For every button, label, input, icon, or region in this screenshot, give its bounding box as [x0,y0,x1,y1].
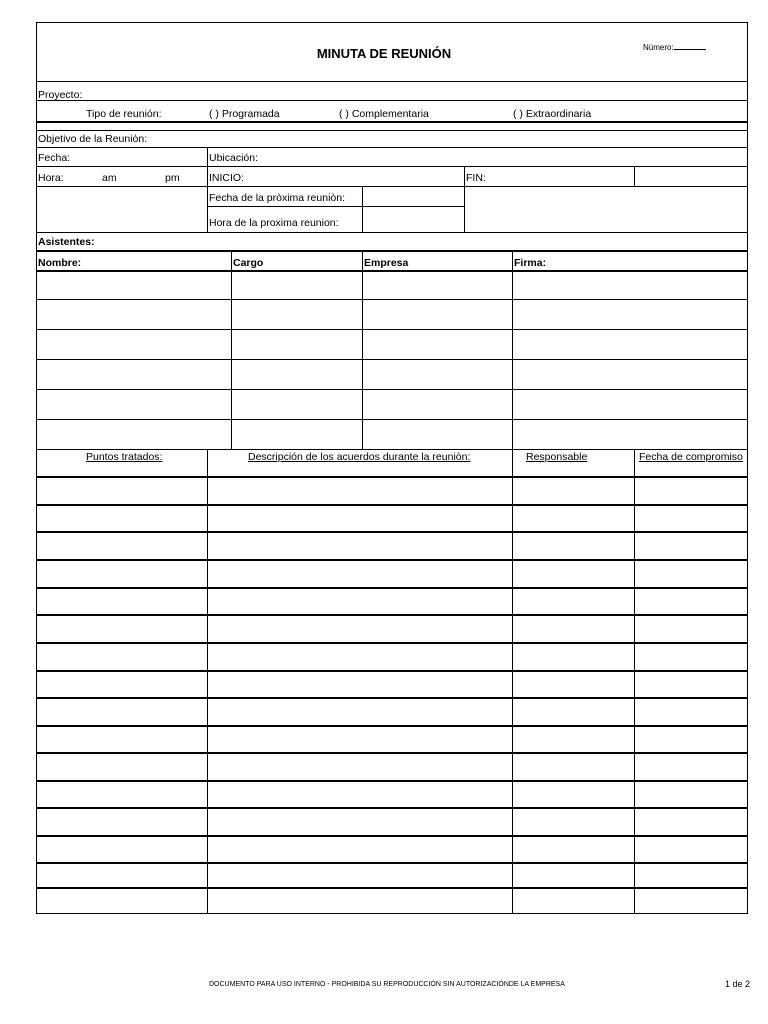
col-divider-fin-box [634,166,635,186]
proxima-fecha-label: Fecha de la pròxima reuniòn: [209,192,345,204]
table-row[interactable] [36,887,748,889]
fin-label: FIN: [466,172,486,184]
header-responsable: Responsable [526,451,588,463]
col-divider-proxima [362,186,363,232]
page-number: 1 de 2 [725,979,751,989]
col-divider-fecha [634,449,635,914]
hora-am: am [102,172,117,184]
table-row[interactable] [36,559,748,561]
divider-asistentes-top [36,232,748,233]
divider-hora [36,186,748,187]
divider-tipo [36,121,748,123]
divider-proyecto [36,100,748,101]
objetivo-label: Objetivo de la Reuniòn: [38,133,148,145]
table-row[interactable] [36,670,748,672]
table-row[interactable] [36,299,748,300]
divider-objetivo [36,147,748,148]
divider-fecha [36,166,748,167]
header-fecha-compromiso: Fecha de compromiso [639,451,743,463]
table-row[interactable] [36,389,748,390]
table-row[interactable] [36,587,748,589]
table-row[interactable] [36,329,748,330]
table-row[interactable] [36,419,748,420]
table-row[interactable] [36,835,748,837]
divider-header [36,81,748,82]
header-cargo: Cargo [233,257,264,269]
table-row[interactable] [36,614,748,616]
header-firma: Firma: [514,257,547,269]
table-row[interactable] [36,476,748,478]
header-nombre: Nombre: [38,257,82,269]
form-title: MINUTA DE REUNIÓN [316,46,452,61]
header-descripcion: Descripción de los acuerdos durante la reuniòn: [248,451,471,463]
table-row[interactable] [36,642,748,644]
table-row[interactable] [36,697,748,699]
asistentes-label: Asistentes: [38,236,95,248]
table-row[interactable] [36,752,748,754]
numero-label: Número: [643,43,674,52]
divider-tipo-2 [36,130,748,131]
numero-blank[interactable] [674,42,706,50]
table-row[interactable] [36,449,748,450]
table-row[interactable] [36,780,748,782]
tipo-reunion-label: Tipo de reunión: [86,108,162,120]
inicio-label: INICIO: [209,172,245,184]
table-row[interactable] [36,807,748,809]
col-divider-descripcion [207,449,208,914]
table-row[interactable] [36,862,748,864]
ubicacion-label: Ubicación: [209,152,259,164]
table-row[interactable] [36,725,748,727]
divider-asistentes [36,250,748,252]
header-empresa: Empresa [364,257,409,269]
divider-proxima [207,206,465,207]
option-extraordinaria[interactable]: ( ) Extraordinaria [513,108,592,120]
col-divider-ubicacion [207,147,208,232]
table-row[interactable] [36,504,748,506]
table-row[interactable] [36,359,748,360]
proyecto-label: Proyecto: [38,89,83,101]
proxima-hora-label: Hora de la proxima reunion: [209,217,339,229]
hora-label: Hora: [38,172,64,184]
table-row[interactable] [36,531,748,533]
option-complementaria[interactable]: ( ) Complementaria [339,108,429,120]
col-divider-fin [464,166,465,232]
numero-field[interactable] [643,42,706,52]
header-puntos: Puntos tratados: [86,451,163,463]
fecha-label: Fecha: [38,152,71,164]
hora-pm: pm [165,172,180,184]
col-divider-responsable [512,449,513,914]
footer-notice: DOCUMENTO PARA USO INTERNO - PROHIBIDA SU REPRODUCCIÓN SIN AUTORIZACIÓNDE LA EMPRESA [209,981,565,988]
divider-asistentes-header [36,270,748,272]
option-programada[interactable]: ( ) Programada [209,108,280,120]
